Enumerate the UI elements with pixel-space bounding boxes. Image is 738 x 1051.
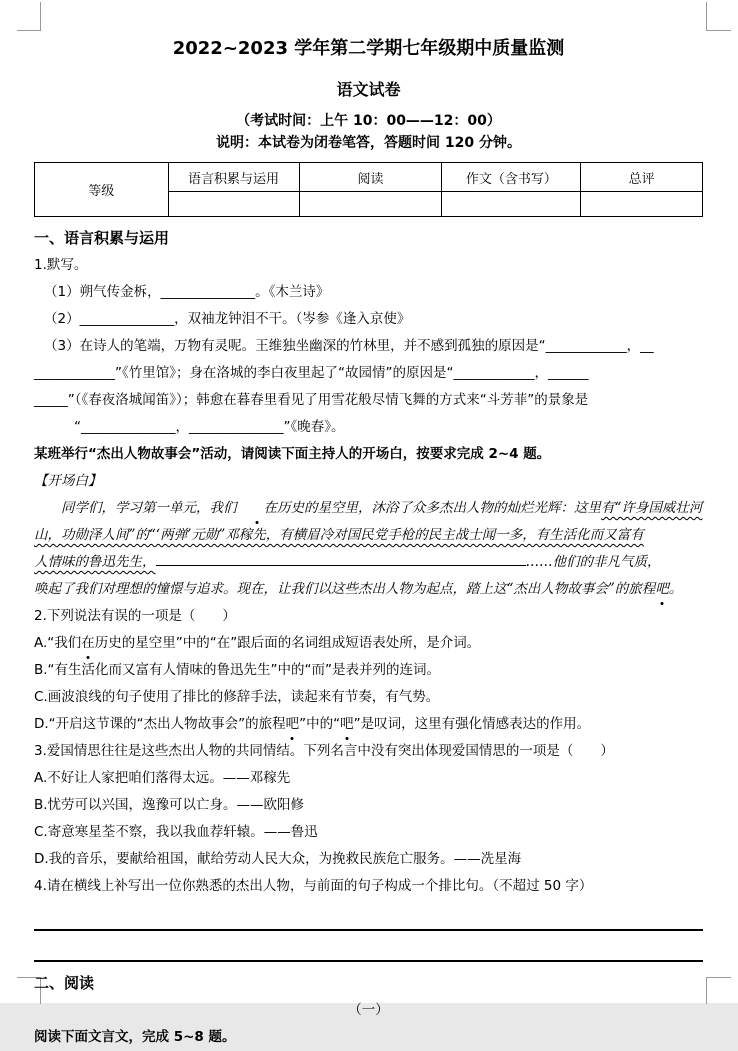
q2-option-a-post: 历史的星空里”中的“在”跟后面的名词组成短语表处所，是介词。 (94, 635, 481, 651)
q2-option-d-mid: ”中的“ (299, 716, 341, 732)
section2-intro: 阅读下面文言文，完成 5~8 题。 (34, 1029, 236, 1045)
opening-line-4 (34, 576, 703, 603)
q3-stem: 3.爱国情思往往是这些杰出人物的共同情结。下列名言中没有突出体现爱国情思的一项是（ ） (34, 743, 614, 759)
document-content (34, 30, 703, 1051)
opening-label: 【开场白】 (34, 473, 102, 489)
section1-heading: 一、语言积累与运用 (34, 229, 170, 247)
q3-option-d: D.我的音乐，要献给祖国，献给劳动人民大众，为挽救民族危亡服务。——冼星海 (34, 851, 522, 867)
emphasis-dot-char: 在 (81, 630, 95, 657)
emphasis-dot-char: 吧 (655, 576, 669, 603)
score-cell-language (168, 192, 299, 217)
q1-item-3-line-4: “______________，______________”《晚春》。 (74, 419, 345, 435)
q1-item-3-line-1: （3）在诗人的笔端，万物有灵呢。王维独坐幽深的竹林里，并不感到孤独的原因是“____________，__ (44, 338, 654, 354)
exam-time: （考试时间：上午 10：00——12：00） (236, 113, 501, 129)
q3-option-b: B.忧劳可以兴国，逸豫可以亡身。——欧阳修 (34, 797, 305, 813)
q3-option-c: C.寄意寒星荃不察，我以我血荐轩辕。——鲁迅 (34, 824, 318, 840)
opening-line-1-plain: 同学们，学习第一单元，我们 (61, 500, 237, 516)
score-table-header-language: 语言积累与运用 (168, 163, 299, 192)
page-corner-mark-top-left (17, 2, 41, 31)
paper-subtitle: 语文试卷 (336, 80, 401, 99)
score-table-header-grade: 等级 (35, 163, 169, 217)
section2-part-label: （一） (348, 1002, 389, 1018)
opening-line-1-wavy: 有“许身国威壮河 (601, 500, 703, 516)
score-table (34, 162, 703, 217)
q2-option-a-pre: A.“我们 (34, 635, 82, 651)
score-cell-total (581, 192, 703, 217)
opening-line-4-end: 。 (668, 581, 683, 597)
opening-line-2-wavy: 山，功勋泽人间”的“‘两弹’元勋”邓稼先，有横眉冷对国民党手枪的民主战士闻一多，有生活化而又富有 (34, 527, 644, 543)
q1-item-3-line-2: ____________”《竹里馆》；身在洛城的李白夜里起了“故园情”的原因是“____________，______ (34, 365, 589, 381)
emphasis-dot-char: 吧 (286, 711, 300, 738)
opening-line-2 (34, 522, 703, 549)
q3-option-a: A.不好让人家把咱们落得太远。——邓稼先 (34, 770, 291, 786)
fill-blank-line (156, 552, 526, 566)
emphasis-dot-char: 吧 (340, 711, 354, 738)
score-table-header-reading: 阅读 (299, 163, 442, 192)
q2-option-d (34, 711, 703, 738)
q2-option-b: B.“有生活化而又富有人情味的鲁迅先生”中的“而”是表并列的连词。 (34, 662, 441, 678)
score-cell-reading (299, 192, 442, 217)
q2-stem: 2.下列说法有误的一项是（ ） (34, 608, 236, 624)
score-table-header-writing: 作文（含书写） (442, 163, 581, 192)
q2-option-d-post: ”是叹词，这里有强化情感表达的作用。 (353, 716, 591, 732)
exam-instructions: 说明：本试卷为闭卷笔答，答题时间 120 分钟。 (216, 135, 521, 151)
opening-line-3-wavy: 人情味的鲁迅先生， (34, 554, 156, 570)
opening-line-3 (34, 549, 703, 576)
opening-line-4-plain: 唤起了我们对理想的憧憬与追求。现在，让我们以这些杰出人物为起点，踏上这“杰出人物故事会”的旅程 (34, 581, 656, 597)
answer-line-2 (34, 931, 703, 962)
opening-line-1-mid: 历史的星空里，沐浴了众多杰出人物的灿烂光辉：这里 (277, 500, 601, 516)
emphasis-dot-char: 在 (237, 495, 278, 522)
q1-item-2: （2）______________，双袖龙钟泪不干。（岑参《逢入京使》 (44, 311, 411, 327)
q1-item-1: （1）朔气传金柝，______________。《木兰诗》 (44, 284, 330, 300)
opening-line-3-plain: ……他们的非凡气质， (525, 554, 661, 570)
answer-line-1 (34, 900, 703, 931)
score-table-header-total: 总评 (581, 163, 703, 192)
page-title: 2022~2023 学年第二学期七年级期中质量监测 (172, 38, 565, 59)
page-corner-mark-top-right (706, 2, 731, 31)
q2-option-c: C.画波浪线的句子使用了排比的修辞手法，读起来有节奏，有气势。 (34, 689, 440, 705)
q2-option-a (34, 630, 703, 657)
opening-line-1 (34, 495, 703, 522)
q2-option-d-pre: D.“开启这节课的“杰出人物故事会”的旅程 (34, 716, 286, 732)
activity-intro: 某班举行“杰出人物故事会”活动，请阅读下面主持人的开场白，按要求完成 2~4 题。 (34, 446, 551, 462)
section2-heading: 二、阅读 (34, 974, 95, 992)
q1-stem: 1.默写。 (34, 257, 88, 273)
q4-stem: 4.请在横线上补写出一位你熟悉的杰出人物，与前面的句子构成一个排比句。（不超过 50 字） (34, 878, 593, 894)
score-cell-writing (442, 192, 581, 217)
page-corner-mark-bottom-right (706, 977, 731, 1004)
q1-item-3-line-3: _____”（《春夜洛城闻笛》）；韩愈在暮春里看见了用雪花般尽情飞舞的方式来“斗芳菲”的景象是 (34, 392, 589, 408)
